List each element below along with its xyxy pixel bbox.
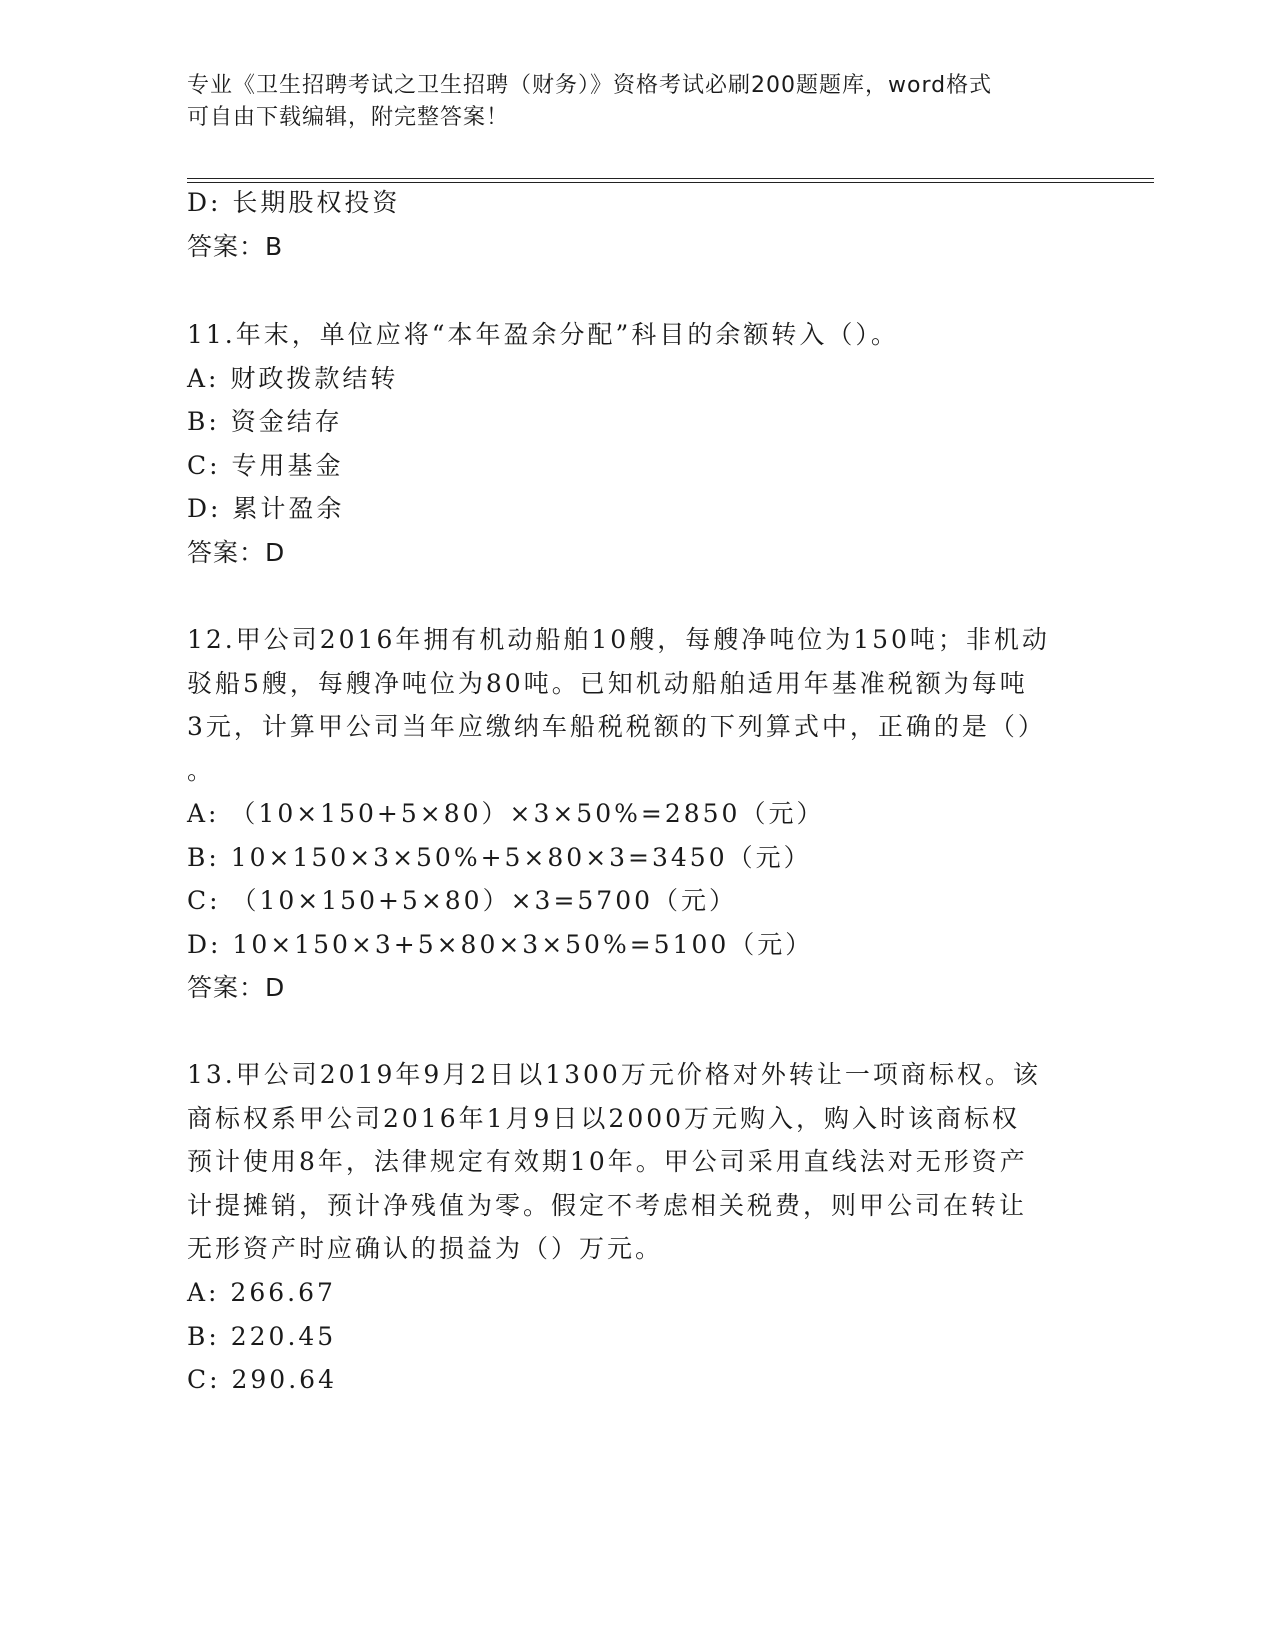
- header-line: 专业《卫生招聘考试之卫生招聘（财务）》资格考试必刷200题题库，word格式: [187, 73, 993, 98]
- question-stem: 预计使用8年，法律规定有效期10年。甲公司采用直线法对无形资产: [187, 1147, 1028, 1176]
- option-c: C: （10×150+5×80）×3=5700（元）: [187, 886, 738, 915]
- answer-label: 答案：B: [187, 232, 284, 261]
- option-a: A: （10×150+5×80）×3×50%=2850（元）: [187, 799, 825, 828]
- answer-label: 答案：D: [187, 538, 286, 567]
- option-d: D: 10×150×3+5×80×3×50%=5100（元）: [187, 930, 814, 959]
- option-b: B: 220.45: [187, 1322, 337, 1351]
- option-b: B: 资金结存: [187, 407, 343, 436]
- option-a: A: 财政拨款结转: [187, 364, 399, 393]
- question-stem: 12.甲公司2016年拥有机动船舶10艘，每艘净吨位为150吨；非机动: [187, 625, 1050, 654]
- option-c: C: 290.64: [187, 1365, 337, 1394]
- option-d: D: 累计盈余: [187, 494, 345, 523]
- question-stem: 商标权系甲公司2016年1月9日以2000万元购入，购入时该商标权: [187, 1104, 1021, 1133]
- question-stem: 11.年末，单位应将“本年盈余分配”科目的余额转入（）。: [187, 320, 899, 349]
- question-stem: 计提摊销，预计净残值为零。假定不考虑相关税费，则甲公司在转让: [187, 1191, 1028, 1220]
- question-stem: 。: [187, 756, 216, 785]
- answer-label: 答案：D: [187, 973, 286, 1002]
- option-d: D: 长期股权投资: [187, 188, 401, 217]
- option-c: C: 专用基金: [187, 451, 344, 480]
- header-divider: [187, 178, 1154, 179]
- document-header: [187, 70, 1067, 134]
- question-stem: 13.甲公司2019年9月2日以1300万元价格对外转让一项商标权。该: [187, 1060, 1041, 1089]
- header-line: 可自由下载编辑，附完整答案！: [187, 105, 510, 130]
- option-b: B: 10×150×3×50%+5×80×3=3450（元）: [187, 843, 812, 872]
- header-divider: [187, 182, 1154, 183]
- option-a: A: 266.67: [187, 1278, 336, 1307]
- question-stem: 3元，计算甲公司当年应缴纳车船税税额的下列算式中，正确的是（）: [187, 712, 1046, 741]
- question-stem: 驳船5艘，每艘净吨位为80吨。已知机动船舶适用年基准税额为每吨: [187, 669, 1028, 698]
- question-stem: 无形资产时应确认的损益为（）万元。: [187, 1234, 664, 1263]
